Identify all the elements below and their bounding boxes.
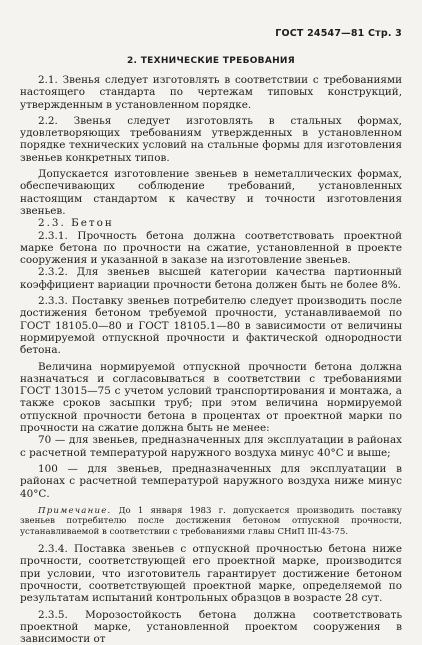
- paragraph-70-percent: 70 — для звеньев, предназначенных для эксплуатации в районах с расчетной температурой наружного воздуха минус 40°С и выше;: [20, 434, 402, 459]
- paragraph-2-2-nonmetal: Допускается изготовление звеньев в неметаллических формах, обеспечивающих соблюдение требований, установленных настоящим стандартом к качеству и точности изготовления звеньев.: [20, 168, 402, 217]
- paragraph-2-2: 2.2. Звенья следует изготовлять в стальных формах, удовлетворяющих требованиям утвержденных в установленном порядке технических условий на стальные формы для изготовления звеньев конкретных типов.: [20, 115, 402, 164]
- paragraph-2-1: 2.1. Звенья следует изготовлять в соответствии с требованиями настоящего стандарта по чертежам типовых конструкций, утвержденным в установленном порядке.: [20, 74, 402, 111]
- paragraph-release-strength: Величина нормируемой отпускной прочности бетона должна назначаться и согласовываться в соответствии с требованиями ГОСТ 13015—75 с учетом условий транспортирования и монтажа, а также сроков засыпки труб; при этом величина нормируемой отпускной прочности бетона в процентах от проектной марки по прочности на сжатие должна быть не менее:: [20, 361, 402, 435]
- paragraph-2-3-4: 2.3.4. Поставка звеньев с отпускной прочностью бетона ниже прочности, соответствующей его проектной марке, производится при условии, что изготовитель гарантирует достижение бетоном прочности, соответствующей проектной марке, определяемой по результатам испытаний контрольных образцов в возрасте 28 сут.: [20, 543, 402, 604]
- page-header: ГОСТ 24547—81 Стр. 3: [275, 28, 402, 39]
- section-title: 2. ТЕХНИЧЕСКИЕ ТРЕБОВАНИЯ: [20, 56, 402, 66]
- note-text: До 1 января 1983 г. допускается производить поставку звеньев потребителю после достижения бетоном отпускной прочности, устанавливаемой в соответствии с требованиями главы СНиП III-43-75.: [20, 506, 402, 537]
- paragraph-2-3-5: 2.3.5. Морозостойкость бетона должна соответствовать проектной марке, установленной проектом сооружения в зависимости от: [20, 609, 402, 645]
- note: [20, 506, 402, 537]
- page-body: [20, 56, 402, 645]
- paragraph-2-3-1: 2.3.1. Прочность бетона должна соответствовать проектной марке бетона по прочности на сжатие, установленной в проекте сооружения и указанной в заказе на изготовление звеньев.: [20, 230, 402, 267]
- paragraph-100-percent: 100 — для звеньев, предназначенных для эксплуатации в районах с расчетной температурой наружного воздуха ниже минус 40°С.: [20, 463, 402, 500]
- paragraph-2-3-3: 2.3.3. Поставку звеньев потребителю следует производить после достижения бетоном требуемой прочности, устанавливаемой по ГОСТ 18105.0—80 и ГОСТ 18105.1—80 в зависимости от величины нормируемой отпускной прочности и фактической однородности бетона.: [20, 295, 402, 356]
- note-lead: Примечание.: [38, 506, 111, 516]
- paragraph-2-3-2: 2.3.2. Для звеньев высшей категории качества партионный коэффициент вариации прочности бетона должен быть не более 8%.: [20, 266, 402, 291]
- subsection-2-3-heading: 2.3. Бетон: [20, 217, 402, 229]
